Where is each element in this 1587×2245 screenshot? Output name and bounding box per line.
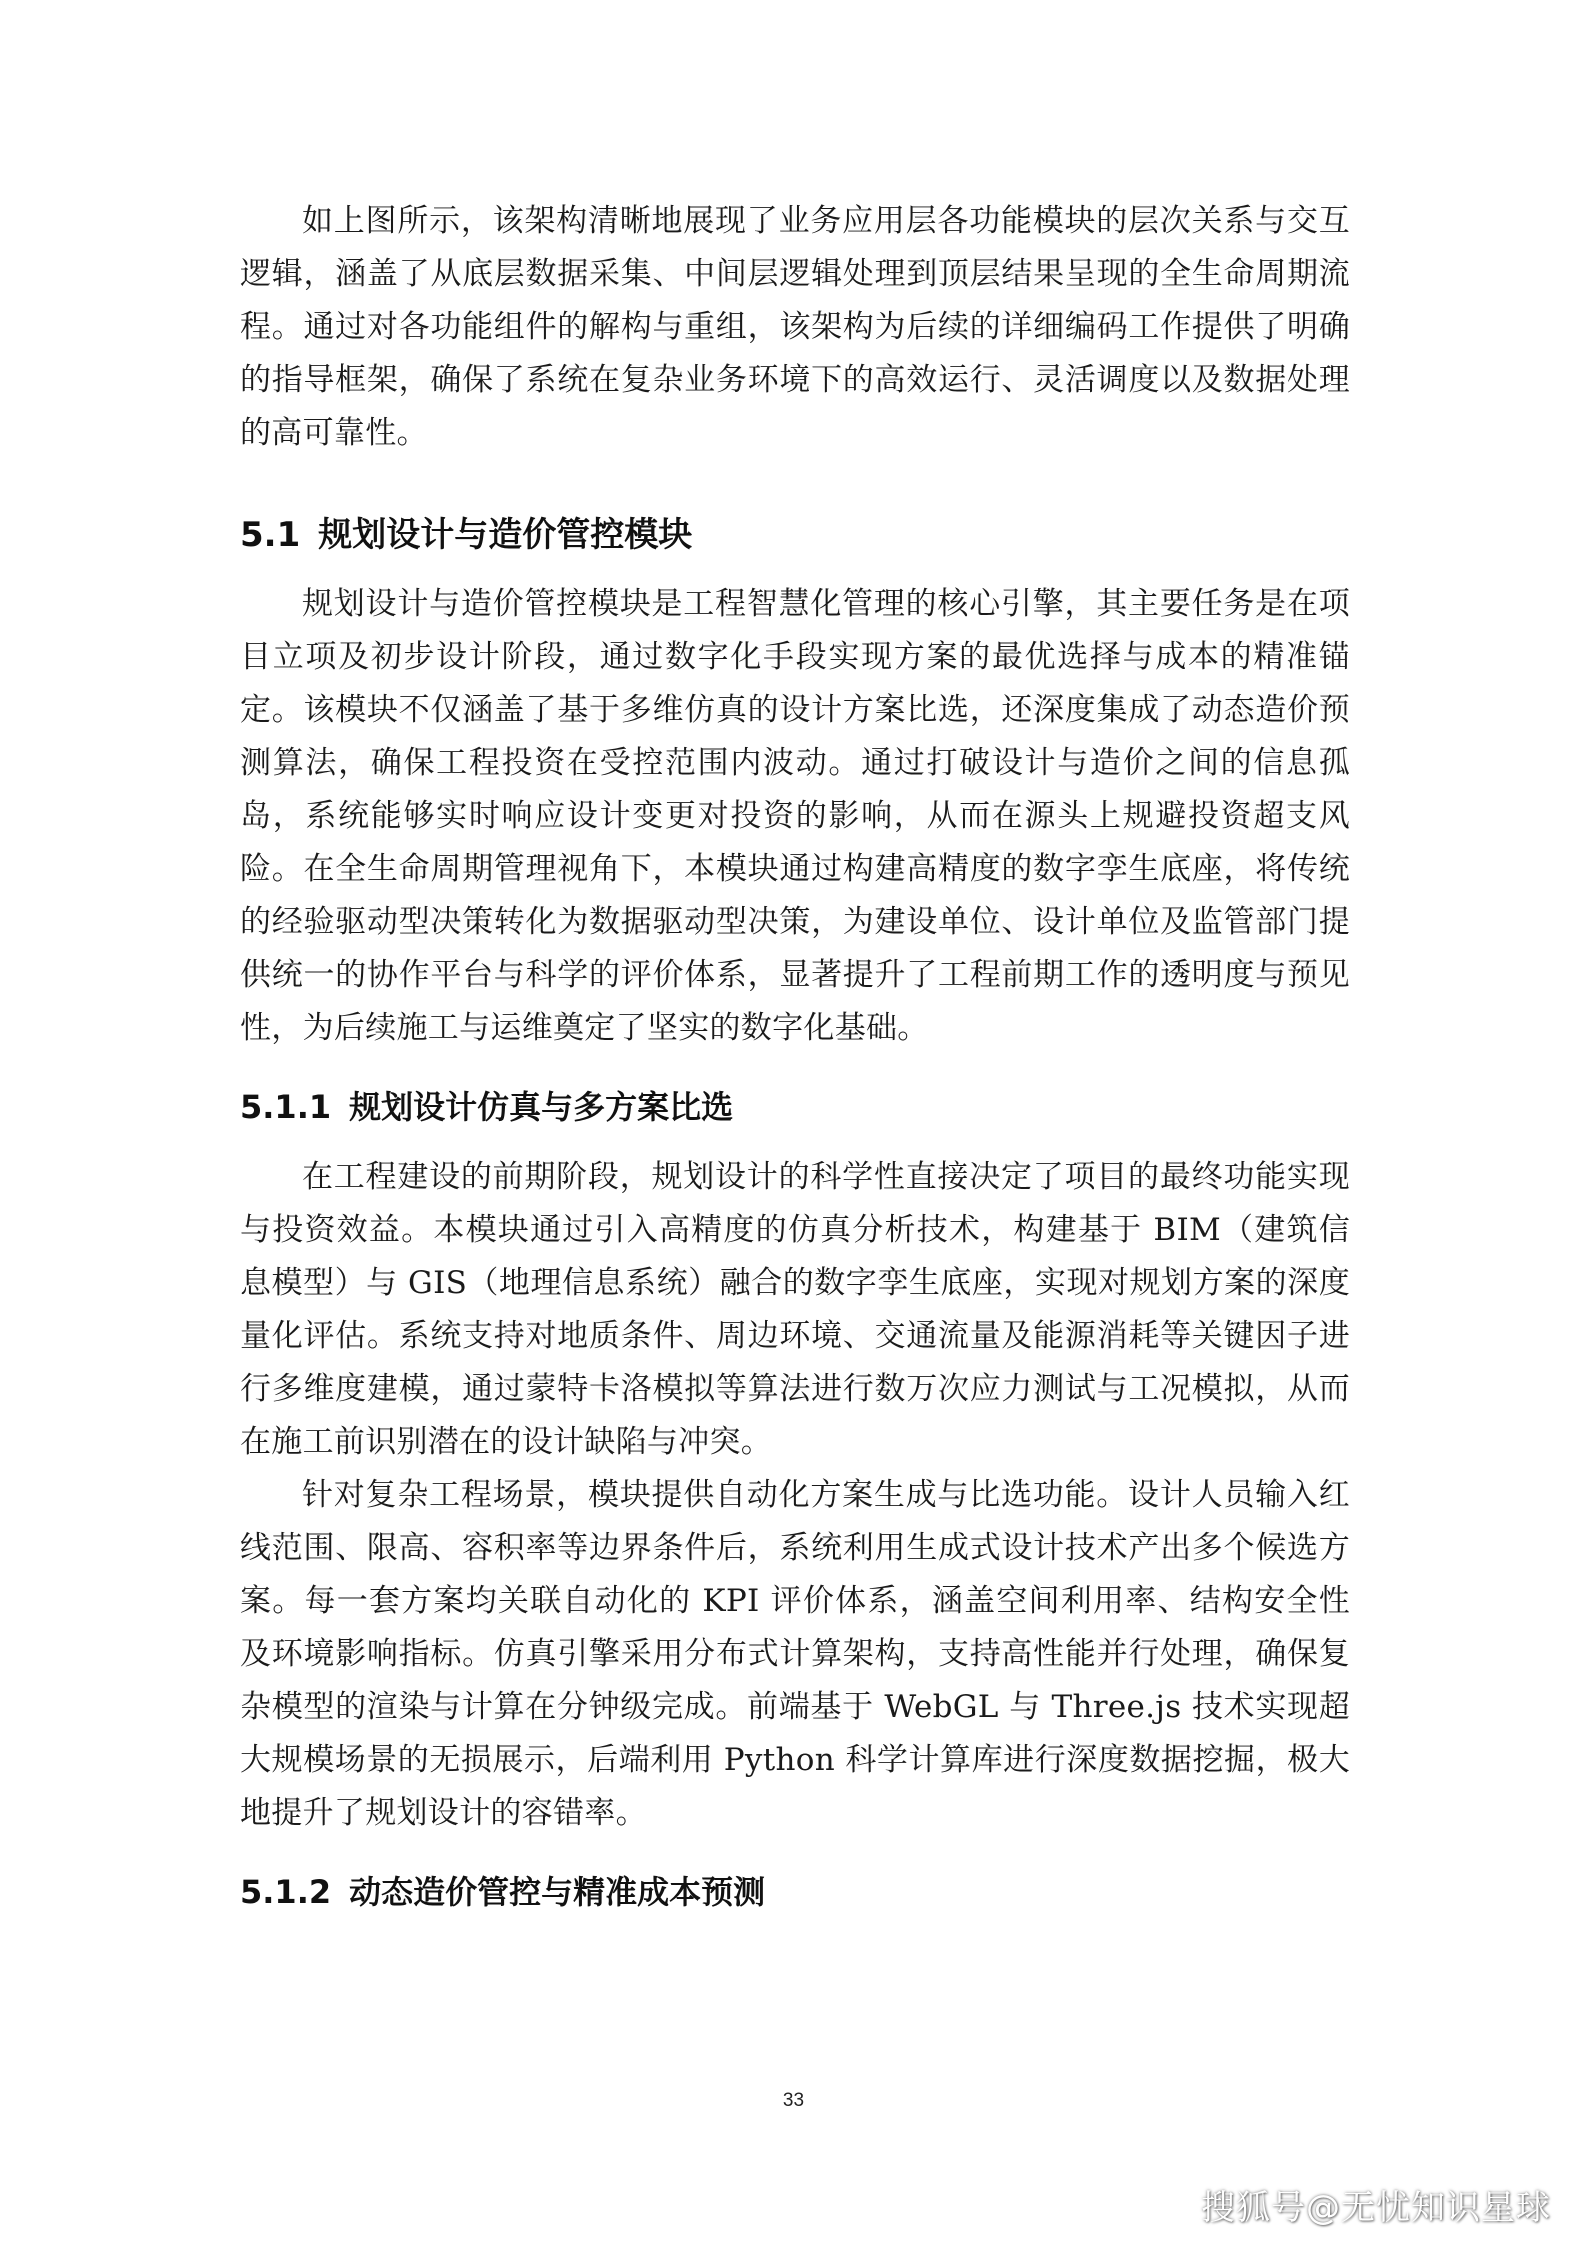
heading-5-1-2-title: 动态造价管控与精准成本预测 xyxy=(349,1873,766,1911)
intro-paragraph: 如上图所示，该架构清晰地展现了业务应用层各功能模块的层次关系与交互逻辑，涵盖了从底层数据采集、中间层逻辑处理到顶层结果呈现的全生命周期流程。通过对各功能组件的解构与重组，该架构为后续的详细编码工作提供了明确的指导框架，确保了系统在复杂业务环境下的高效运行、灵活调度以及数据处理的高可靠性。 xyxy=(240,203,1350,451)
heading-5-1-number: 5.1 xyxy=(240,515,301,555)
watermark: 搜狐号@无忧知识星球 xyxy=(1201,2188,1551,2228)
page-content xyxy=(240,195,1350,1914)
heading-5-1-2-number: 5.1.2 xyxy=(240,1873,332,1911)
heading-5-1-1-title: 规划设计仿真与多方案比选 xyxy=(349,1088,734,1126)
heading-5-1-1 xyxy=(240,1085,1350,1129)
section-5-1-1-paragraph-1: 在工程建设的前期阶段，规划设计的科学性直接决定了项目的最终功能实现与投资效益。本模块通过引入高精度的仿真分析技术，构建基于 BIM（建筑信息模型）与 GIS（地理信息系统）融合的数字孪生底座，实现对规划方案的深度量化评估。系统支持对地质条件、周边环境、交通流量及能源消耗等关键因子进行多维度建模，通过蒙特卡洛模拟等算法进行数万次应力测试与工况模拟，从而在施工前识别潜在的设计缺陷与冲突。 xyxy=(240,1159,1350,1460)
section-5-1-1-paragraph-2: 针对复杂工程场景，模块提供自动化方案生成与比选功能。设计人员输入红线范围、限高、容积率等边界条件后，系统利用生成式设计技术产出多个候选方案。每一套方案均关联自动化的 KPI 评价体系，涵盖空间利用率、结构安全性及环境影响指标。仿真引擎采用分布式计算架构，支持高性能并行处理，确保复杂模型的渲染与计算在分钟级完成。前端基于 WebGL 与 Three.js 技术实现超大规模场景的无损展示，后端利用 Python 科学计算库进行深度数据挖掘，极大地提升了规划设计的容错率。 xyxy=(240,1477,1350,1831)
heading-5-1-title: 规划设计与造价管控模块 xyxy=(318,515,693,555)
heading-5-1-2 xyxy=(240,1870,1350,1914)
heading-5-1-1-number: 5.1.1 xyxy=(240,1088,332,1126)
page-number: 33 xyxy=(782,2090,805,2111)
section-5-1-paragraph: 规划设计与造价管控模块是工程智慧化管理的核心引擎，其主要任务是在项目立项及初步设计阶段，通过数字化手段实现方案的最优选择与成本的精准锚定。该模块不仅涵盖了基于多维仿真的设计方案比选，还深度集成了动态造价预测算法，确保工程投资在受控范围内波动。通过打破设计与造价之间的信息孤岛，系统能够实时响应设计变更对投资的影响，从而在源头上规避投资超支风险。在全生命周期管理视角下，本模块通过构建高精度的数字孪生底座，将传统的经验驱动型决策转化为数据驱动型决策，为建设单位、设计单位及监管部门提供统一的协作平台与科学的评价体系，显著提升了工程前期工作的透明度与预见性，为后续施工与运维奠定了坚实的数字化基础。 xyxy=(240,586,1350,1046)
heading-5-1 xyxy=(240,512,1350,558)
